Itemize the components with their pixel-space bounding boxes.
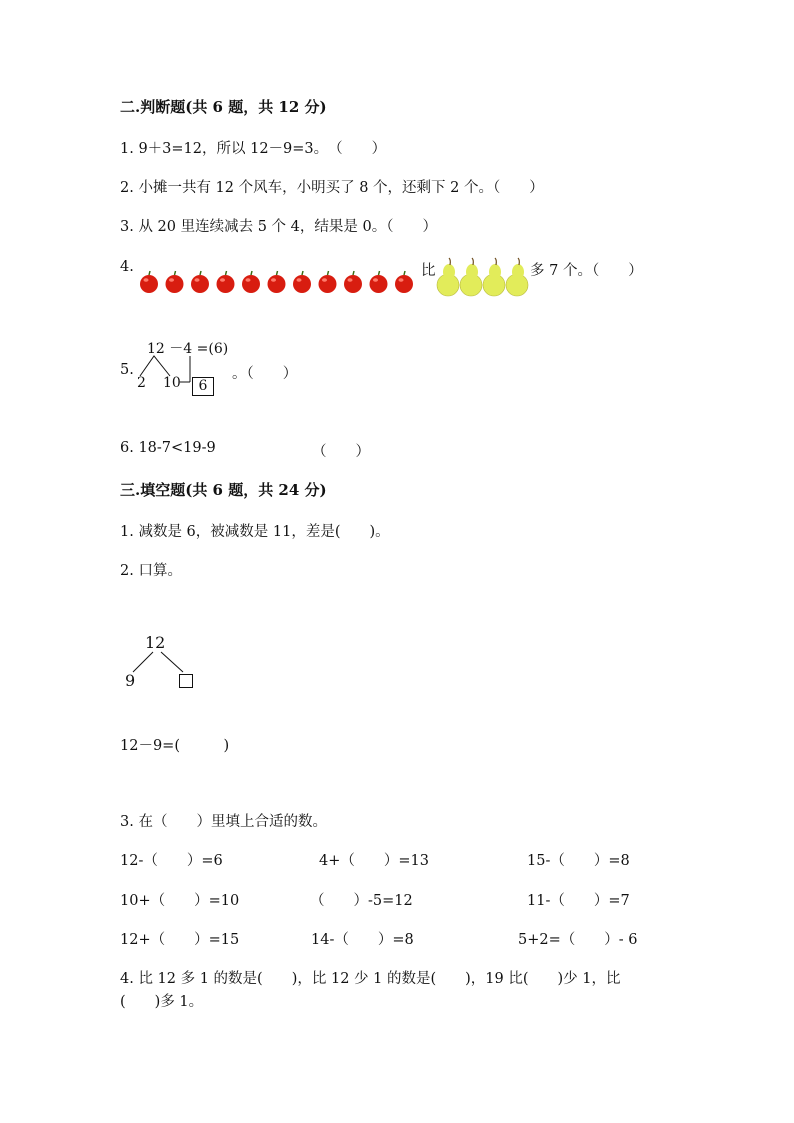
fill-item: 10+（ ）=10	[120, 893, 240, 909]
fill-question-1: 1. 减数是 6，被减数是 11，差是( )。	[120, 524, 390, 540]
fill-question-4-line-1: 4. 比 12 多 1 的数是( )，比 12 少 1 的数是( )，19 比( )少 1，比	[120, 971, 621, 987]
apple-icon	[217, 271, 235, 293]
fill-item: 15-（ ）=8	[527, 853, 630, 869]
judge-question-6-paren: （ ）	[312, 444, 370, 460]
apple-icon	[370, 271, 388, 293]
apple-icon	[166, 271, 184, 293]
tree-answer-box[interactable]	[179, 674, 193, 688]
apple-row	[138, 268, 418, 296]
apple-icon	[140, 271, 158, 293]
q5-equation-top: 12 －4 =(6)	[147, 341, 229, 357]
judge-question-5-number: 5.	[120, 362, 134, 378]
apple-icon	[395, 271, 413, 293]
apple-icon	[344, 271, 362, 293]
pear-icon	[437, 258, 459, 296]
judge-question-6-expression: 6. 18-7<19-9	[120, 440, 216, 456]
judge-question-2: 2. 小摊一共有 12 个风车，小明买了 8 个，还剩下 2 个。（ ）	[120, 180, 544, 196]
apple-icon	[242, 271, 260, 293]
pear-icon	[483, 258, 505, 296]
fill-question-2-equation: 12－9=( )	[120, 738, 230, 754]
judge-question-4-tail: 多 7 个。（ ）	[530, 263, 643, 279]
fill-item: 12-（ ）=6	[120, 853, 223, 869]
apple-icon	[191, 271, 209, 293]
q5-left-number: 2	[137, 375, 146, 391]
fill-item: 11-（ ）=7	[527, 893, 630, 909]
fill-question-4-line-2: ( )多 1。	[120, 994, 204, 1010]
judge-question-1: 1. 9＋3=12，所以 12－9=3。 （ ）	[120, 141, 387, 157]
fill-item: 12+（ ）=15	[120, 932, 240, 948]
fill-item: 14-（ ）=8	[311, 932, 414, 948]
section-2-title: 二.判断题(共 6 题，共 12 分)	[120, 98, 327, 116]
fill-item: 5+2=（ ）- 6	[518, 932, 638, 948]
apple-icon	[268, 271, 286, 293]
pear-row	[436, 258, 536, 298]
section-3-title: 三.填空题(共 6 题，共 24 分)	[120, 481, 327, 499]
q5-right-number: 10	[163, 375, 181, 391]
q5-boxed-answer: 6	[192, 377, 214, 396]
tree-left-number: 9	[125, 671, 136, 690]
judge-question-4-bi: 比	[421, 263, 436, 279]
pear-icon	[506, 258, 528, 296]
fill-item: （ ）-5=12	[310, 893, 413, 909]
fill-question-3: 3. 在（ ）里填上合适的数。	[120, 814, 327, 830]
tree-top-number: 12	[145, 633, 166, 652]
fill-question-2: 2. 口算。	[120, 563, 182, 579]
pear-icon	[460, 258, 482, 296]
judge-question-5-tail: 。（ ）	[232, 366, 298, 382]
fill-item: 4+（ ）=13	[319, 853, 429, 869]
apple-icon	[319, 271, 337, 293]
judge-question-4-number: 4.	[120, 259, 134, 275]
judge-question-3: 3. 从 20 里连续减去 5 个 4，结果是 0。（ ）	[120, 219, 437, 235]
tree-split-lines	[125, 650, 205, 690]
apple-icon	[293, 271, 311, 293]
